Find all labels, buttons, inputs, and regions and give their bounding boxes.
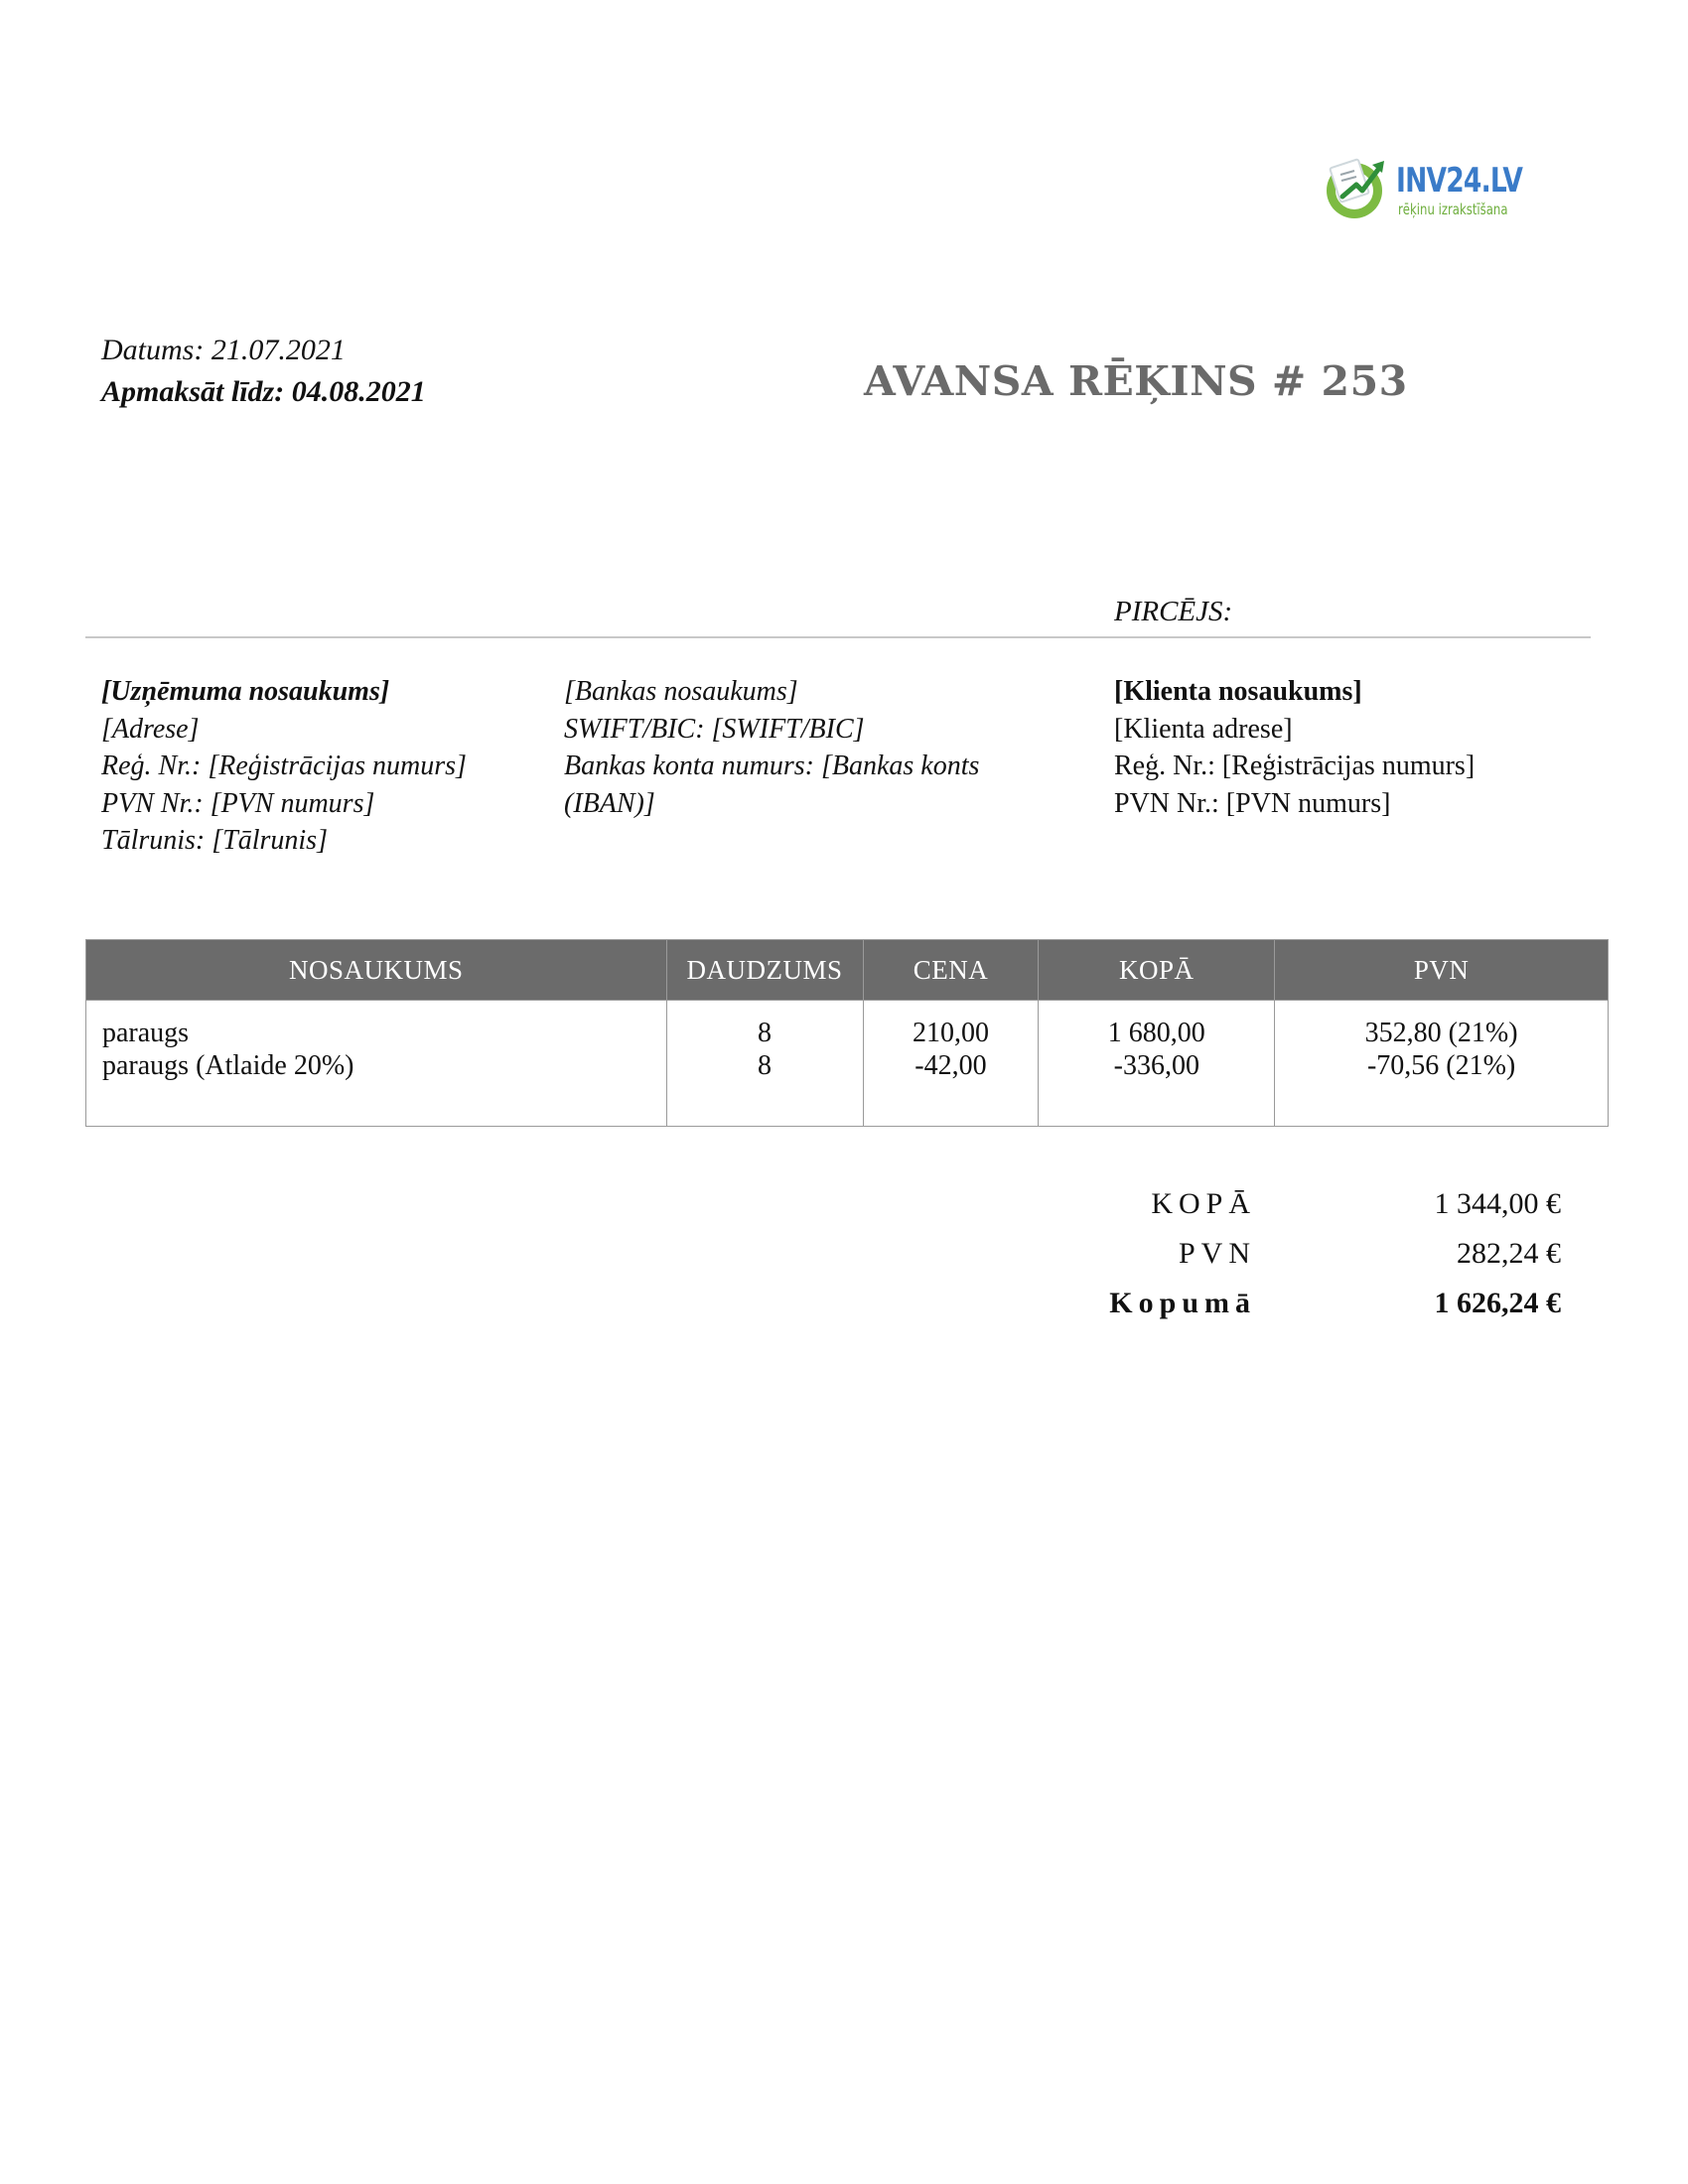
invoice-title: AVANSA RĒĶINS # 253 [864, 357, 1408, 405]
seller-phone: Tālrunis: [Tālrunis] [101, 825, 328, 856]
vat-total-label: PVN [1178, 1237, 1256, 1270]
bank-account: Bankas konta numurs: [Bankas konts (IBAN)] [564, 751, 980, 819]
seller-vat-number: PVN Nr.: [PVN numurs] [101, 787, 375, 819]
buyer-reg-number: Reģ. Nr.: [Reģistrācijas numurs] [1114, 751, 1476, 781]
item-price-cell [863, 1001, 1039, 1127]
company-logo [1321, 149, 1523, 228]
seller-reg-number: Reģ. Nr.: [Reģistrācijas numurs] [101, 751, 467, 781]
item-vat: -70,56 (21%) [1366, 1050, 1516, 1081]
column-header-total: KOPĀ [1039, 940, 1275, 1001]
logo-text: INV24.LV [1396, 161, 1523, 201]
bank-swift: SWIFT/BIC: [SWIFT/BIC] [564, 713, 865, 745]
column-header-price: CENA [863, 940, 1039, 1001]
bank-name: [Bankas nosaukums] [564, 676, 798, 707]
subtotal-value: 1 344,00 € [1434, 1187, 1561, 1220]
totals-summary [1072, 1187, 1569, 1336]
subtotal-label: KOPĀ [1151, 1187, 1256, 1220]
item-name: paraugs [102, 1018, 190, 1048]
buyer-vat-number: PVN Nr.: [PVN numurs] [1114, 787, 1391, 819]
grand-total-row [1072, 1287, 1569, 1336]
table-header-row [86, 940, 1609, 1001]
item-total: 1 680,00 [1107, 1018, 1205, 1048]
column-header-vat: PVN [1275, 940, 1609, 1001]
buyer-details [1114, 673, 1571, 822]
logo-tagline: rēķinu izrakstīšana [1398, 201, 1508, 218]
item-price: 210,00 [912, 1018, 989, 1048]
buyer-name: [Klienta nosaukums] [1114, 676, 1362, 707]
item-total: -336,00 [1113, 1050, 1199, 1081]
seller-details [101, 673, 548, 860]
grand-total-value: 1 626,24 € [1434, 1287, 1561, 1319]
seller-address: [Adrese] [101, 713, 200, 745]
item-name: paraugs (Atlaide 20%) [102, 1050, 354, 1081]
column-header-name: NOSAUKUMS [86, 940, 667, 1001]
item-total-cell [1039, 1001, 1275, 1127]
seller-name: [Uzņēmuma nosaukums] [101, 676, 390, 707]
item-price: -42,00 [914, 1050, 987, 1081]
table-row [86, 1001, 1609, 1127]
column-header-quantity: DAUDZUMS [666, 940, 863, 1001]
bank-details [564, 673, 1021, 822]
grand-total-label: Kopumā [1109, 1287, 1256, 1319]
item-quantity-cell [666, 1001, 863, 1127]
invoice-dates [101, 330, 426, 413]
subtotal-row [1072, 1187, 1569, 1237]
due-date: Apmaksāt līdz: 04.08.2021 [101, 375, 426, 408]
vat-total-row [1072, 1237, 1569, 1287]
item-vat: 352,80 (21%) [1364, 1018, 1518, 1048]
divider [85, 636, 1591, 638]
buyer-address: [Klienta adrese] [1114, 713, 1293, 745]
item-name-cell [86, 1001, 667, 1127]
vat-total-value: 282,24 € [1457, 1237, 1561, 1270]
items-table [85, 939, 1609, 1127]
buyer-label: PIRCĒJS: [1114, 596, 1233, 627]
invoice-logo-icon [1321, 153, 1390, 222]
item-vat-cell [1275, 1001, 1609, 1127]
item-quantity: 8 [758, 1050, 773, 1081]
item-quantity: 8 [758, 1018, 773, 1048]
invoice-date: Datums: 21.07.2021 [101, 334, 346, 366]
